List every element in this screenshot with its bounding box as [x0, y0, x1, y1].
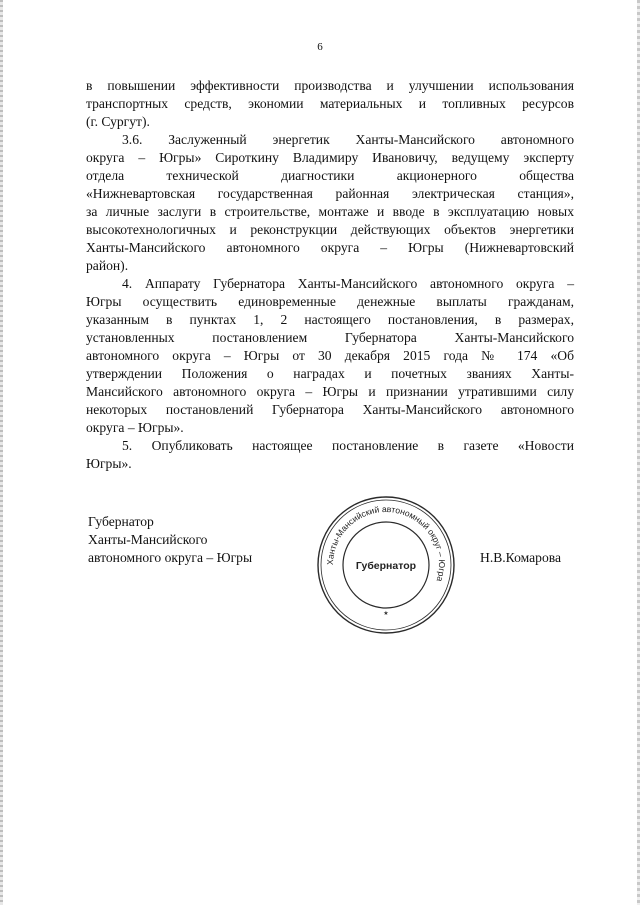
text-line: утверждении Положения о наградах и почетных званиях Ханты-	[86, 366, 574, 381]
text-line: высокотехнологичных и реконструкции действующих объектов энергетики	[86, 222, 574, 237]
text-line: Югры осуществить единовременные денежные выплаты гражданам,	[86, 294, 574, 309]
text-line: 5. Опубликовать настоящее постановление в газете «Новости	[122, 438, 574, 453]
text-line: за личные заслуги в строительстве, монтаже и вводе в эксплуатацию новых	[86, 204, 574, 219]
text-line: установленных постановлением Губернатора Ханты-Мансийского	[86, 330, 574, 345]
official-seal	[315, 494, 457, 636]
signatory-position	[88, 513, 252, 567]
text-line: 4. Аппарату Губернатора Ханты-Мансийского автономного округа –	[122, 276, 574, 291]
text-line: некоторых постановлений Губернатора Ханты-Мансийского автономного	[86, 402, 574, 417]
text-line: округа – Югры».	[86, 420, 184, 435]
signatory-name: Н.В.Комарова	[480, 550, 562, 565]
text-line: автономного округа – Югры от 30 декабря 2015 года № 174 «Об	[86, 348, 574, 363]
seal-star-icon: ★	[383, 610, 389, 617]
page-number: 6	[317, 41, 323, 53]
text-line: район).	[86, 258, 129, 273]
text-line: в повышении эффективности производства и улучшении использования	[86, 78, 574, 93]
text-line: указанным в пунктах 1, 2 настоящего постановления, в размерах,	[86, 312, 574, 327]
text-line: 3.6. Заслуженный энергетик Ханты-Мансийского автономного	[122, 132, 574, 147]
text-line: Югры».	[86, 456, 132, 471]
document-body	[86, 77, 574, 473]
position-line: Губернатор	[88, 514, 154, 529]
seal-center-text: Губернатор	[355, 560, 417, 572]
text-line: отдела технической диагностики акционерного общества	[86, 168, 574, 183]
position-line: автономного округа – Югры	[88, 550, 253, 565]
text-line: «Нижневартовская государственная районная электрическая станция»,	[86, 186, 574, 201]
seal-ring-text: Ханты-Мансийский автономный округ – Югра	[324, 503, 448, 583]
text-line: транспортных средств, экономии материальных и топливных ресурсов	[86, 96, 574, 111]
position-line: Ханты-Мансийского	[88, 532, 208, 547]
text-line: Ханты-Мансийского автономного округа – Югры (Нижневартовский	[86, 240, 574, 255]
scan-edge-left	[0, 0, 3, 905]
text-line: (г. Сургут).	[86, 114, 150, 129]
text-line: Мансийского автономного округа – Югры и признании утратившими силу	[86, 384, 574, 399]
text-line: округа – Югры» Сироткину Владимиру Ивановичу, ведущему эксперту	[86, 150, 574, 165]
